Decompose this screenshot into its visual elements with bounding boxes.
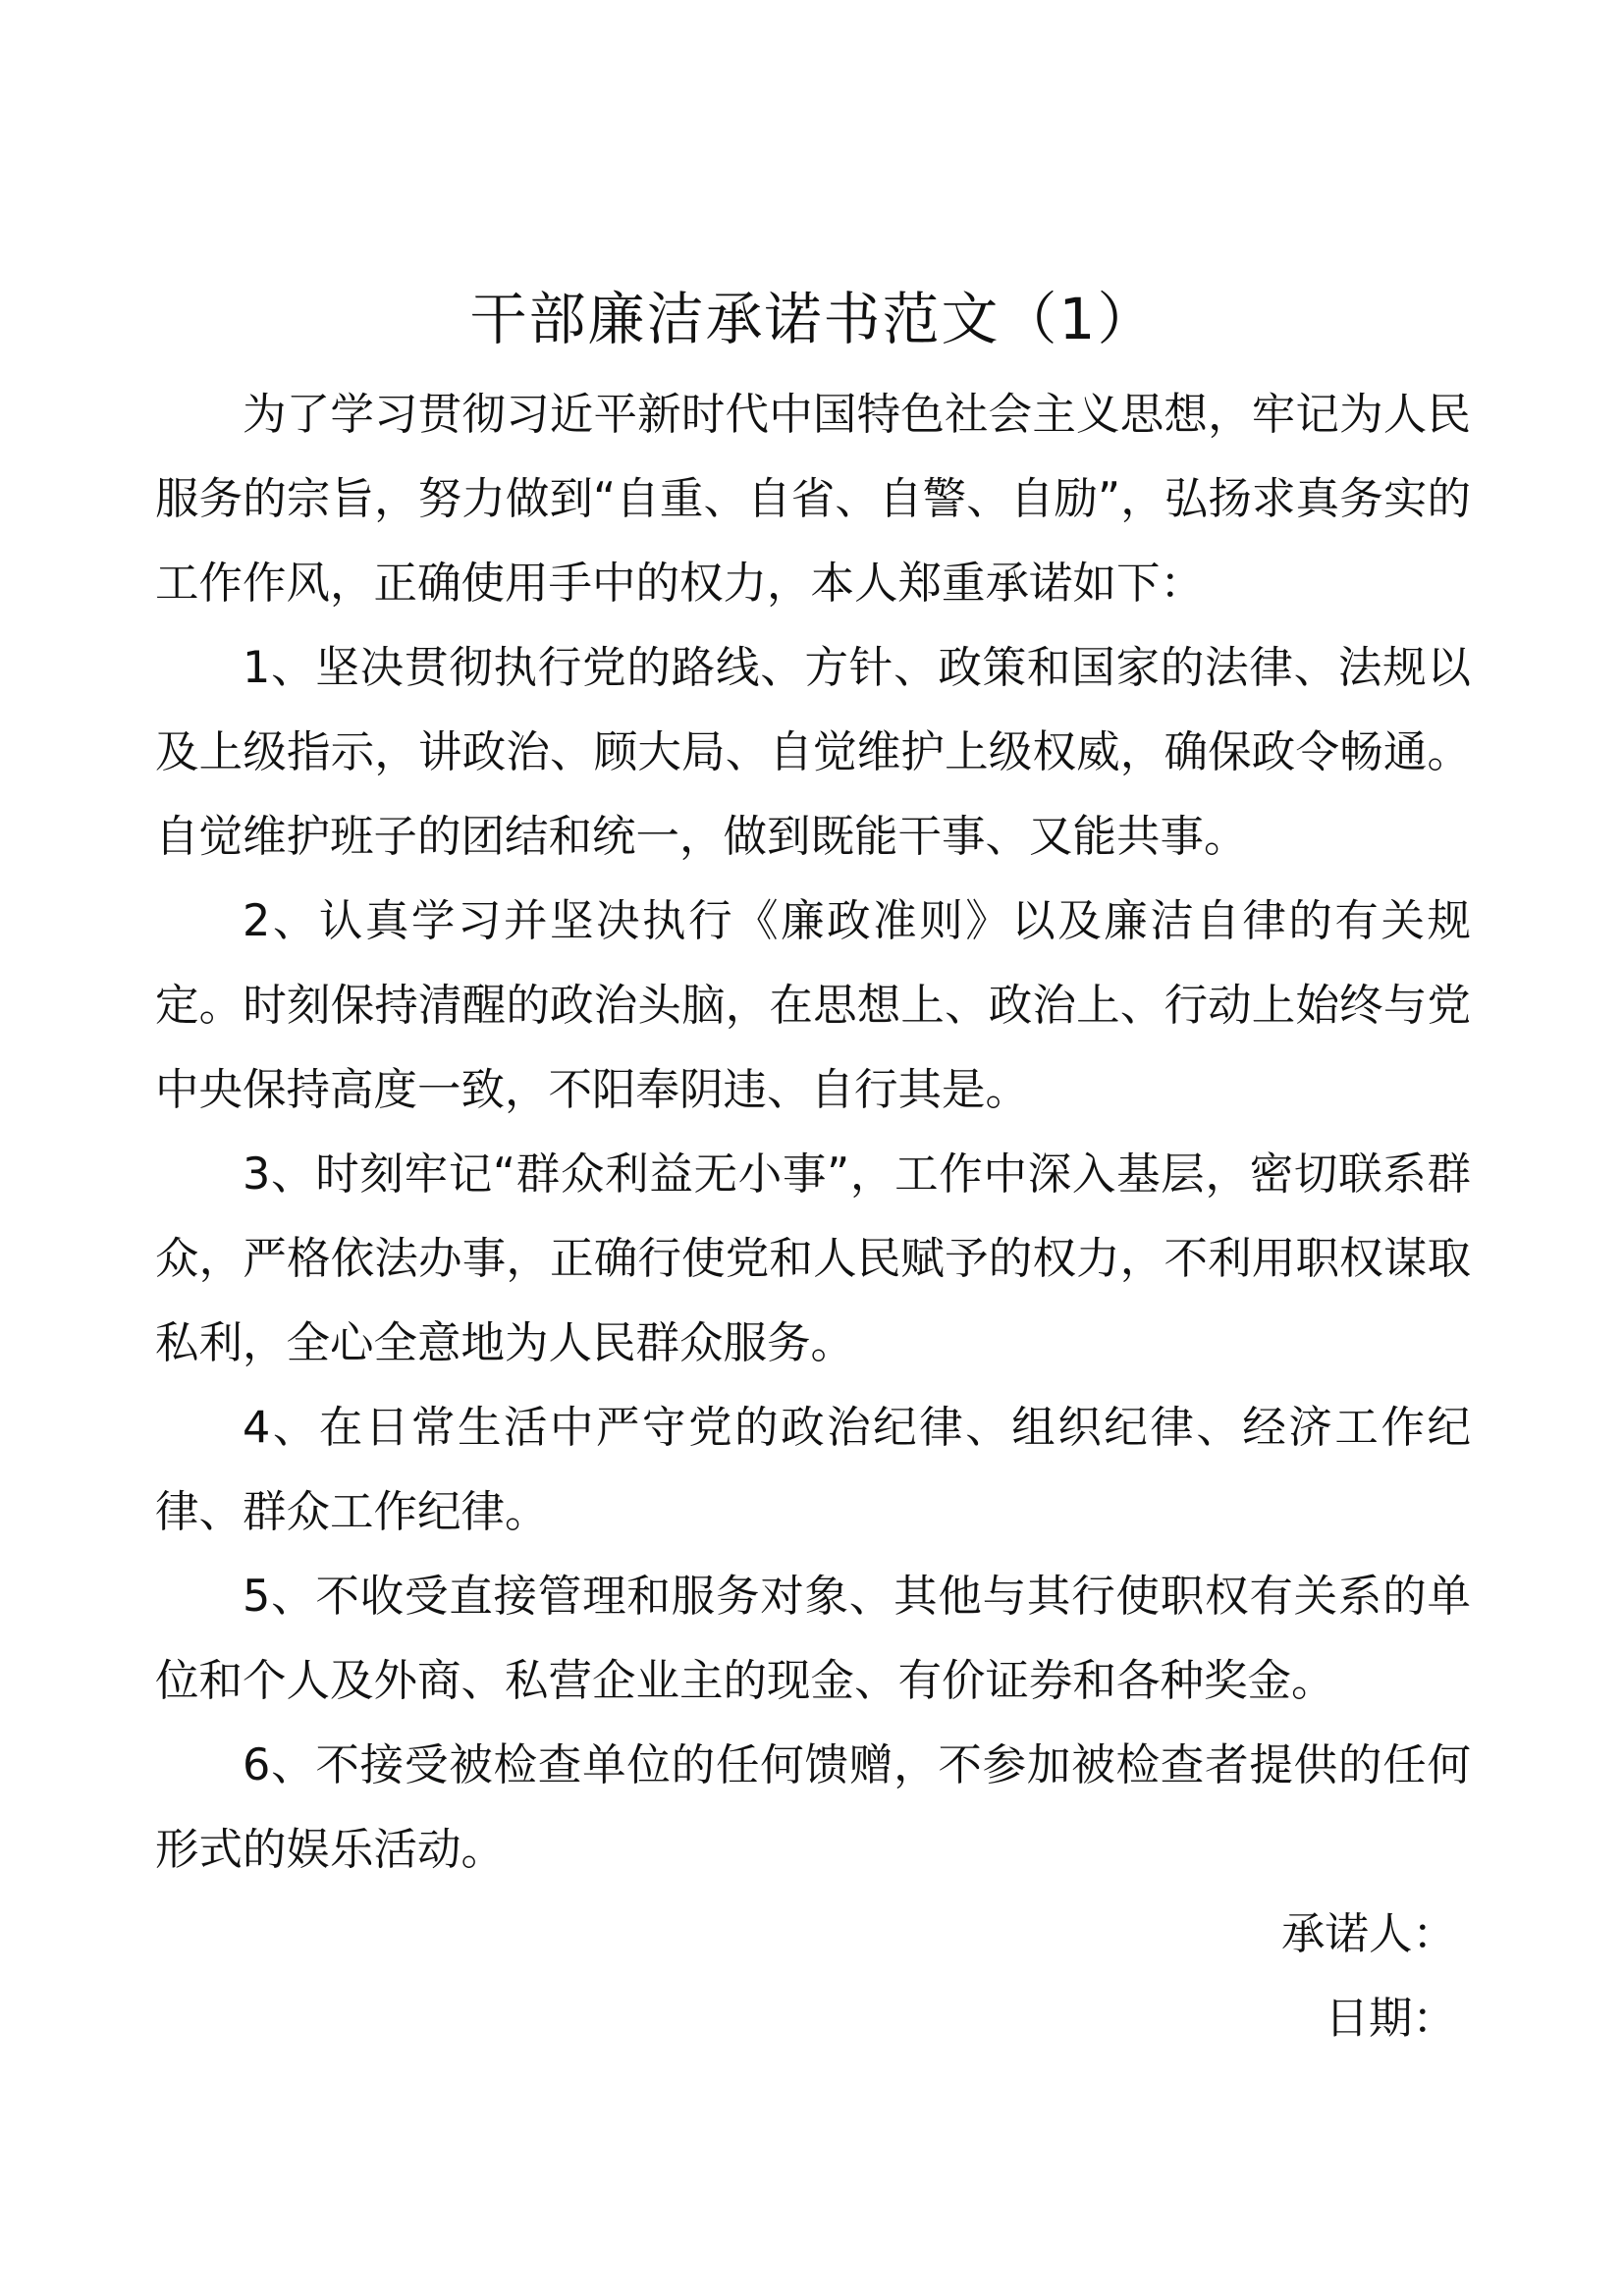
paragraph-item-6: 6、不接受被检查单位的任何馈赠，不参加被检查者提供的任何形式的娱乐活动。 [155,1740,1471,1875]
paragraph-item-3: 3、时刻牢记“群众利益无小事”，工作中深入基层，密切联系群众，严格依法办事，正确行使党和人民赋予的权力，不利用职权谋取私利，全心全意地为人民群众服务。 [155,1149,1471,1368]
paragraph-intro: 为了学习贯彻习近平新时代中国特色社会主义思想，牢记为人民服务的宗旨，努力做到“自重、自省、自警、自励”，弘扬求真务实的工作作风，正确使用手中的权力，本人郑重承诺如下： [155,390,1471,609]
paragraph-item-2: 2、认真学习并坚决执行《廉政准则》以及廉洁自律的有关规定。时刻保持清醒的政治头脑，在思想上、政治上、行动上始终与党中央保持高度一致，不阳奉阴违、自行其是。 [155,896,1471,1115]
date-label: 日期： [1325,1994,1456,2044]
paragraph-item-5: 5、不收受直接管理和服务对象、其他与其行使职权有关系的单位和个人及外商、私营企业主的现金、有价证券和各种奖金。 [155,1572,1471,1706]
paragraph-item-1: 1、坚决贯彻执行党的路线、方针、政策和国家的法律、法规以及上级指示，讲政治、顾大局、自觉维护上级权威，确保政令畅通。自觉维护班子的团结和统一，做到既能干事、又能共事。 [155,643,1471,862]
signer-label: 承诺人： [1280,1909,1456,1959]
document-page [155,265,1471,2061]
paragraph-item-4: 4、在日常生活中严守党的政治纪律、组织纪律、经济工作纪律、群众工作纪律。 [155,1403,1471,1537]
document-title: 干部廉洁承诺书范文（1） [469,286,1157,352]
